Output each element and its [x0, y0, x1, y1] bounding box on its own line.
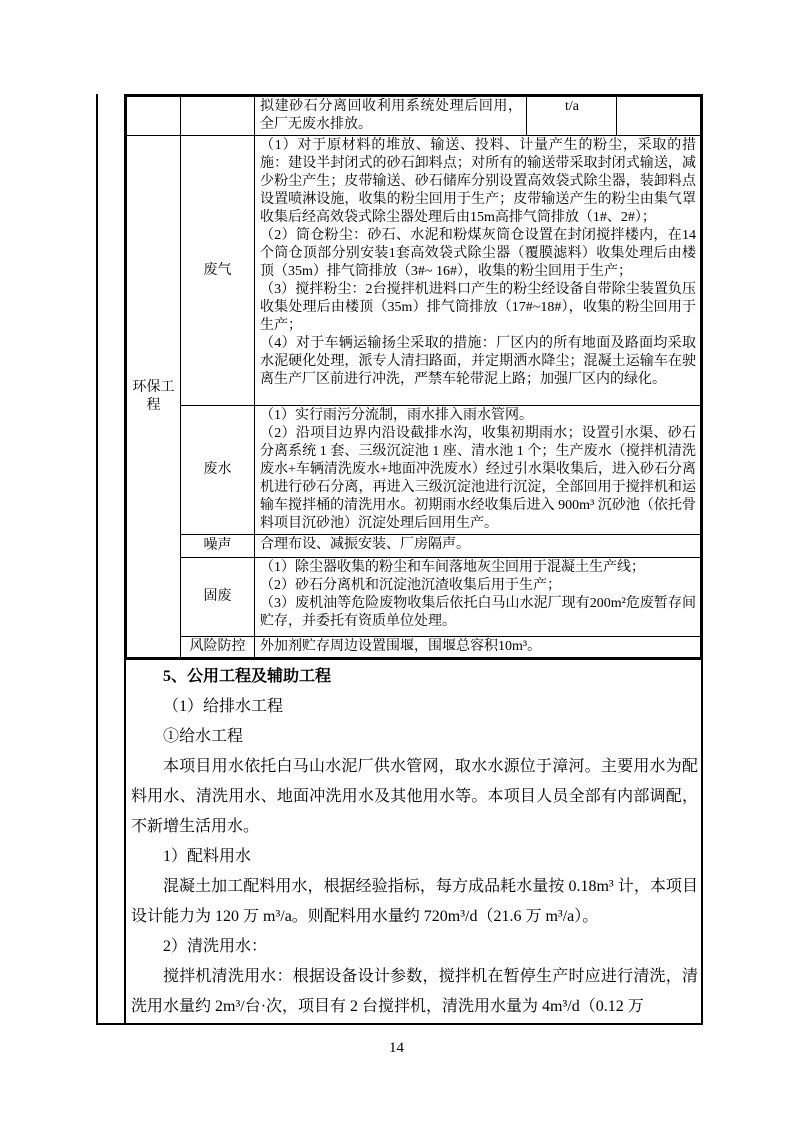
paragraph-water-source: 本项目用水依托白马山水泥厂供水管网，取水水源位于漳河。主要用水为配料用水、清洗用水、地面冲洗用水及其他用水等。本项目人员全部有内部调配，不新增生活用水。 [131, 758, 698, 835]
solid-waste-measure-3: （3）废机油等危险废物收集后依托白马山水泥厂现有200m²危废暂存间贮存，并委托有资质单位处理。 [260, 596, 696, 629]
waste-water-measure-1: （1）实行雨污分流制，雨水排入雨水管网。 [260, 408, 533, 423]
left-gutter-column [98, 94, 126, 1023]
subheading-batching-water: 1）配料用水 [163, 848, 252, 865]
waste-water-measure-2: （2）沿项目边界内沿设截排水沟，收集初期雨水；设置引水渠、砂石分离系统 1 套、三级沉淀池 1 座、清水池 1 个；生产废水（搅拌机清洗废水+车辆清洗废水+地面冲洗废水）经过引水渠收集后，进入砂石分离机进行砂石分离，再进入三级沉淀池进行沉淀，全部回用于搅拌机和运输车搅拌桶的清洗用水。初期雨水经收集后进入 900m³ 沉砂池（依托骨料项目沉砂池）沉淀处理后回用生产。 [260, 426, 696, 531]
risk-control-measure-1: 外加剂贮存周边设置围堰，围堰总容积10m³。 [260, 639, 542, 654]
subheading-water-supply-drainage: （1）给排水工程 [163, 698, 284, 715]
body-text-section [126, 660, 701, 1022]
content-area [126, 94, 701, 1023]
solid-waste-measure-1: （1）除尘器收集的粉尘和车间落地灰尘回用于混凝土生产线； [260, 560, 645, 575]
table-row-wastewater-reuse [127, 96, 701, 136]
table-row-risk-control [127, 637, 701, 659]
paragraph-batching-water: 混凝土加工配料用水，根据经验指标，每方成品耗水量按 0.18m³ 计，本项目设计能力为 120 万 m³/a。则配料用水量约 720m³/d（21.6 万 m³/a）。 [131, 878, 698, 925]
env-measures-table [126, 94, 701, 660]
table-row-waste-water [127, 406, 701, 535]
waste-gas-measure-4: （4）对于车辆运输扬尘采取的措施：厂区内的所有地面及路面均采取水泥硬化处理，派专人清扫路面，并定期洒水降尘；混凝土运输车在驶离生产厂区前进行冲洗，严禁车轮带泥上路；加强厂区内的绿化。 [260, 336, 696, 387]
waste-gas-measures-cell [255, 136, 701, 406]
row-label-solid-waste: 固废 [181, 558, 255, 637]
paragraph-cleaning-water: 搅拌机清洗用水：根据设备设计参数，搅拌机在暂停生产时应进行清洗，清洗用水量约 2m³/台·次，项目有 2 台搅拌机，清洗用水量为 4m³/d（0.12 万 [131, 968, 698, 1015]
row-label-waste-water: 废水 [181, 406, 255, 535]
table-row-noise [127, 535, 701, 558]
table-row-solid-waste [127, 558, 701, 637]
waste-water-measures-cell [255, 406, 701, 535]
waste-gas-measure-2: （2）筒仓粉尘：砂石、水泥和粉煤灰筒仓设置在封闭搅拌楼内，在14个筒仓顶部分别安装1套高效袋式除尘器（覆膜滤料）收集处理后由楼顶（35m）排气筒排放（3#~ 16#），收集的粉尘回用于生产； [260, 228, 696, 279]
noise-measure-1: 合理布设、减振安装、厂房隔声。 [260, 537, 470, 552]
noise-measures-cell [255, 535, 701, 558]
page-frame [96, 94, 703, 1025]
subheading-cleaning-water: 2）清洗用水： [163, 938, 268, 955]
solid-waste-measure-2: （2）砂石分离机和沉淀池沉渣收集后用于生产； [260, 578, 561, 593]
table-row-waste-gas [127, 136, 701, 406]
waste-gas-measure-1: （1）对于原材料的堆放、输送、投料、计量产生的粉尘，采取的措施：建设半封闭式的砂石卸料点；对所有的输送带采取封闭式输送，减少粉尘产生；皮带输送、砂石储库分别设置高效袋式除尘器，装卸料点设置喷淋设施，收集的粉尘回用于生产；皮带输送产生的粉尘由集气罩收集后经高效袋式除尘器处理后由15m高排气筒排放（1#、2#）； [260, 138, 696, 225]
empty-cell [617, 96, 701, 136]
empty-cell [181, 96, 255, 136]
unit-cell: t/a [527, 96, 617, 136]
page-number: 14 [389, 1040, 404, 1056]
empty-cell [127, 96, 181, 136]
waste-gas-measure-3: （3）搅拌粉尘：2台搅拌机进料口产生的粉尘经设备自带除尘装置负压收集处理后由楼顶（35m）排气筒排放（17#~18#），收集的粉尘回用于生产； [260, 282, 696, 333]
subheading-water-supply: ①给水工程 [163, 728, 244, 745]
solid-waste-measures-cell [255, 558, 701, 637]
treatment-measure-cell: 拟建砂石分离回收利用系统处理后回用，全厂无废水排放。 [255, 96, 527, 136]
row-label-noise: 噪声 [181, 535, 255, 558]
risk-control-measures-cell [255, 637, 701, 659]
row-label-risk-control: 风险防控 [181, 637, 255, 659]
section-label-env-works: 环保工程 [127, 136, 181, 659]
section-heading-utilities: 5、公用工程及辅助工程 [163, 668, 332, 685]
row-label-waste-gas: 废气 [181, 136, 255, 406]
